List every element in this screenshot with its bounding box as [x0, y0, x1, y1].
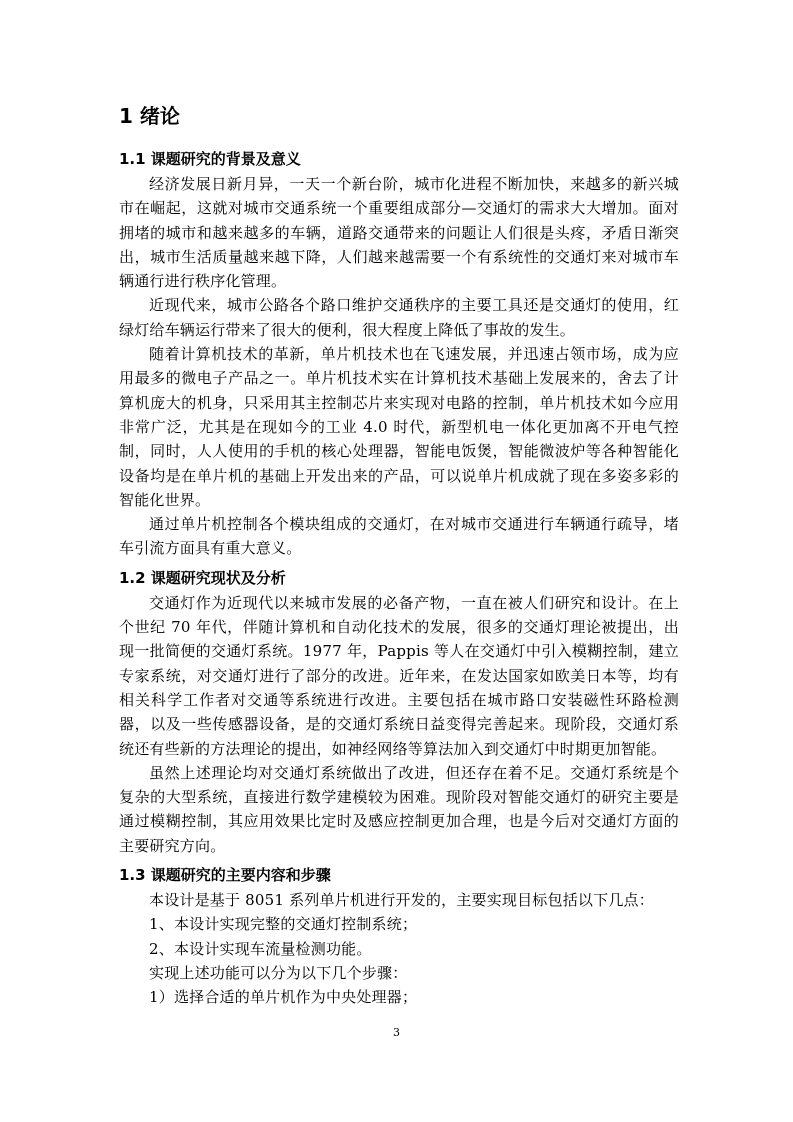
- list-item: 1、本设计实现完整的交通灯控制系统；: [149, 915, 418, 934]
- paragraph: 经济发展日新月异，一天一个新台阶，城市化进程不断加快，来越多的新兴城市在崛起，这就对城市交通系统一个重要组成部分—交通灯的需求大大增加。面对拥堵的城市和越来越多的车辆，道路交通带来的问题让人们很是头疼，矛盾日渐突出，城市生活质量越来越下降，人们越来越需要一个有系统性的交通灯来对城市车辆通行进行秩序化管理。: [119, 175, 679, 291]
- paragraph: 本设计是基于 8051 系列单片机进行开发的，主要实现目标包括以下几点：: [149, 891, 654, 910]
- paragraph: 交通灯作为近现代以来城市发展的必备产物，一直在被人们研究和设计。在上个世纪 70 年代，伴随计算机和自动化技术的发展，很多的交通灯理论被提出，出现一批简便的交通灯系统。1977 年，Pappis 等人在交通灯中引入模糊控制，建立专家系统，对交通灯进行了部分的改进。近年来，在发达国家如欧美日本等，均有相关科学工作者对交通等系统进行改进。主要包括在城市路口安装磁性环路检测器，以及一些传感器设备，是的交通灯系统日益变得完善起来。现阶段，交通灯系统还有些新的方法理论的提出，如神经网络等算法加入到交通灯中时期更加智能。: [119, 593, 679, 758]
- paragraph: 随着计算机技术的革新，单片机技术也在飞速发展，并迅速占领市场，成为应用最多的微电子产品之一。单片机技术实在计算机技术基础上发展来的，舍去了计算机庞大的机身，只采用其主控制芯片来实现对电路的控制，单片机技术如今应用非常广泛，尤其是在现如今的工业 4.0 时代，新型机电一体化更加离不开电气控制，同时，人人使用的手机的核心处理器，智能电饭煲，智能微波炉等各种智能化设备均是在单片机的基础上开发出来的产品，可以说单片机成就了现在多姿多彩的智能化世界。: [119, 345, 679, 509]
- chapter-header: [119, 100, 679, 132]
- section-status: [119, 565, 679, 858]
- chapter-title: 1 绪论: [119, 104, 180, 128]
- paragraph: 近现代来，城市公路各个路口维护交通秩序的主要工具还是交通灯的使用，红绿灯给车辆运行带来了很大的便利，很大程度上降低了事故的发生。: [119, 296, 679, 339]
- page-number: 3: [393, 1026, 400, 1039]
- paragraph: 虽然上述理论均对交通灯系统做出了改进，但还存在着不足。交通灯系统是个复杂的大型系统，直接进行数学建模较为困难。现阶段对智能交通灯的研究主要是通过模糊控制，其应用效果比定时及感应控制更加合理，也是今后对交通灯方面的主要研究方向。: [119, 763, 679, 855]
- page-content: [119, 100, 679, 1010]
- paragraph: 通过单片机控制各个模块组成的交通灯，在对城市交通进行车辆通行疏导，堵车引流方面具有重大意义。: [119, 515, 679, 558]
- paragraph: 实现上述功能可以分为以下几个步骤：: [149, 963, 408, 982]
- section-heading: 1.3 课题研究的主要内容和步骤: [119, 866, 331, 885]
- list-item: 1）选择合适的单片机作为中央处理器；: [149, 988, 418, 1007]
- section-content-steps: [119, 862, 679, 1009]
- section-heading: 1.1 课题研究的背景及意义: [119, 150, 301, 168]
- list-item: 2、本设计实现车流量检测功能。: [149, 939, 372, 958]
- section-heading: 1.2 课题研究现状及分析: [119, 568, 286, 587]
- section-background: [119, 146, 679, 561]
